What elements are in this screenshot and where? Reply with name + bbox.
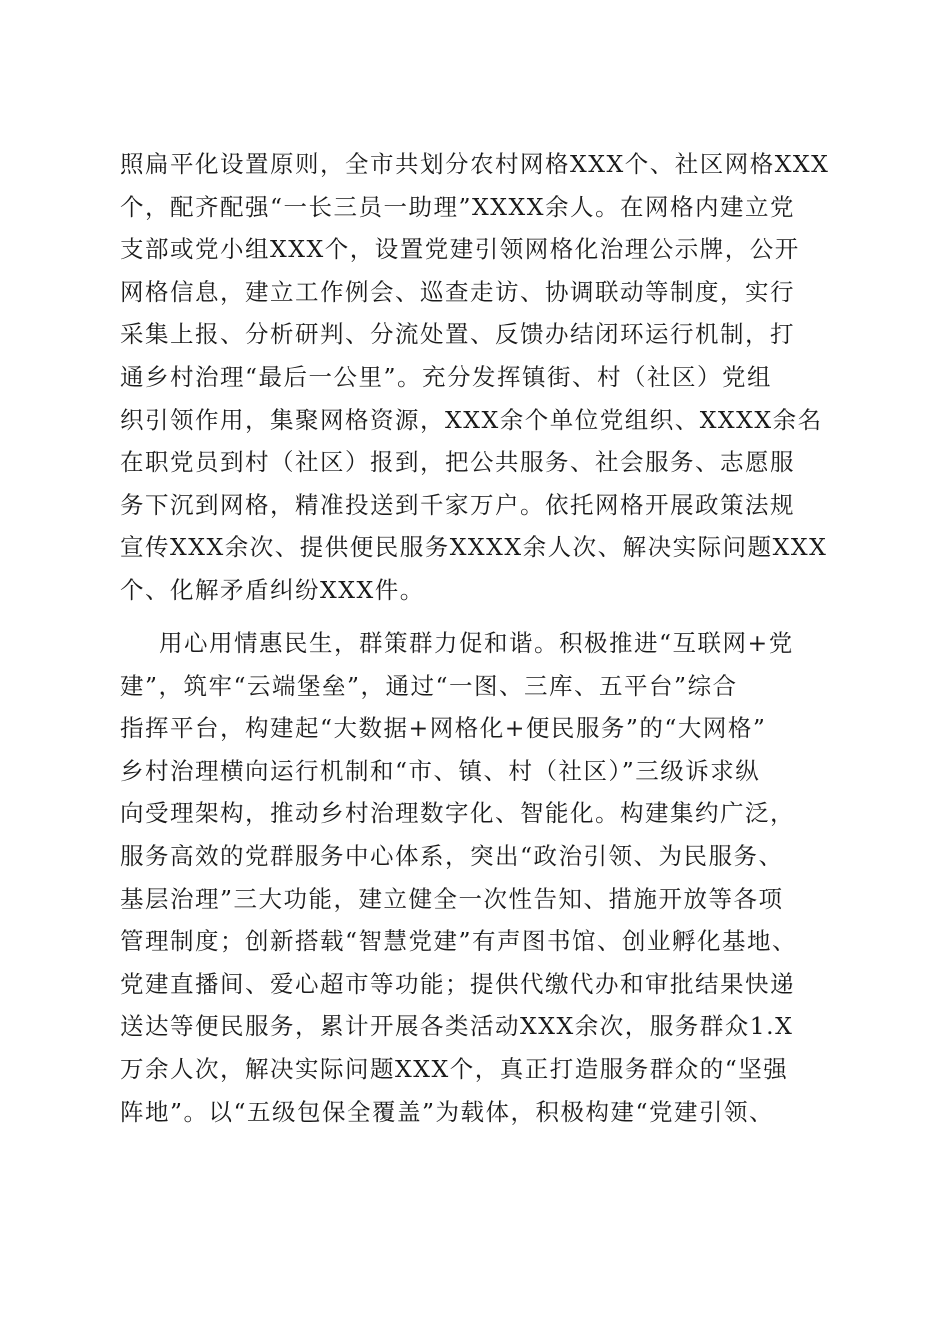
paragraph-line: 务下沉到网格，精准投送到千家万户。依托网格开展政策法规 xyxy=(120,490,795,519)
paragraph-line: 织引领作用，集聚网格资源，XXX余个单位党组织、XXXX余名 xyxy=(120,405,823,434)
paragraph-line: 指挥平台，构建起“大数据+网格化+便民服务”的“大网格” xyxy=(120,714,767,743)
paragraph-grid-governance xyxy=(120,143,850,612)
paragraph-line: 送达等便民服务，累计开展各类活动XXX余次，服务群众1.X xyxy=(120,1012,794,1041)
paragraph-line: 宣传XXX余次、提供便民服务XXXX余人次、解决实际问题XXX xyxy=(120,533,828,562)
paragraph-line: 用心用情惠民生，群策群力促和谐。积极推进“互联网+党 xyxy=(159,629,794,657)
paragraph-line: 在职党员到村（社区）报到，把公共服务、社会服务、志愿服 xyxy=(120,448,795,477)
paragraph-line: 个，配齐配强“一长三员一助理”XXXX余人。在网格内建立党 xyxy=(120,192,795,221)
paragraph-line: 管理制度；创新搭载“智慧党建”有声图书馆、创业孵化基地、 xyxy=(120,927,798,956)
paragraph-line: 通乡村治理“最后一公里”。充分发挥镇街、村（社区）党组 xyxy=(120,362,773,391)
paragraph-line: 服务高效的党群服务中心体系，突出“政治引领、为民服务、 xyxy=(120,841,784,870)
paragraph-line: 采集上报、分析研判、分流处置、反馈办结闭环运行机制，打 xyxy=(120,320,795,349)
paragraph-line: 网格信息，建立工作例会、巡查走访、协调联动等制度，实行 xyxy=(120,277,795,306)
paragraph-livelihood xyxy=(120,622,850,1133)
paragraph-line: 阵地”。以“五级包保全覆盖”为载体，积极构建“党建引领、 xyxy=(120,1097,775,1126)
paragraph-line: 个、化解矛盾纠纷XXX件。 xyxy=(120,575,425,604)
paragraph-line: 党建直播间、爱心超市等功能；提供代缴代办和审批结果快递 xyxy=(120,969,795,998)
paragraph-line: 万余人次，解决实际问题XXX个，真正打造服务群众的“坚强 xyxy=(120,1054,789,1083)
paragraph-line: 乡村治理横向运行机制和“市、镇、村（社区）”三级诉求纵 xyxy=(120,756,761,785)
paragraph-line: 照扁平化设置原则，全市共划分农村网格XXX个、社区网格XXX xyxy=(120,150,830,178)
paragraph-line: 支部或党小组XXX个，设置党建引领网格化治理公示牌，公开 xyxy=(120,235,800,264)
paragraph-line: 基层治理”三大功能，建立健全一次性告知、措施开放等各项 xyxy=(120,884,784,913)
paragraph-line: 建”，筑牢“云端堡垒”，通过“一图、三库、五平台”综合 xyxy=(120,671,738,700)
paragraph-line: 向受理架构，推动乡村治理数字化、智能化。构建集约广泛， xyxy=(120,799,795,828)
